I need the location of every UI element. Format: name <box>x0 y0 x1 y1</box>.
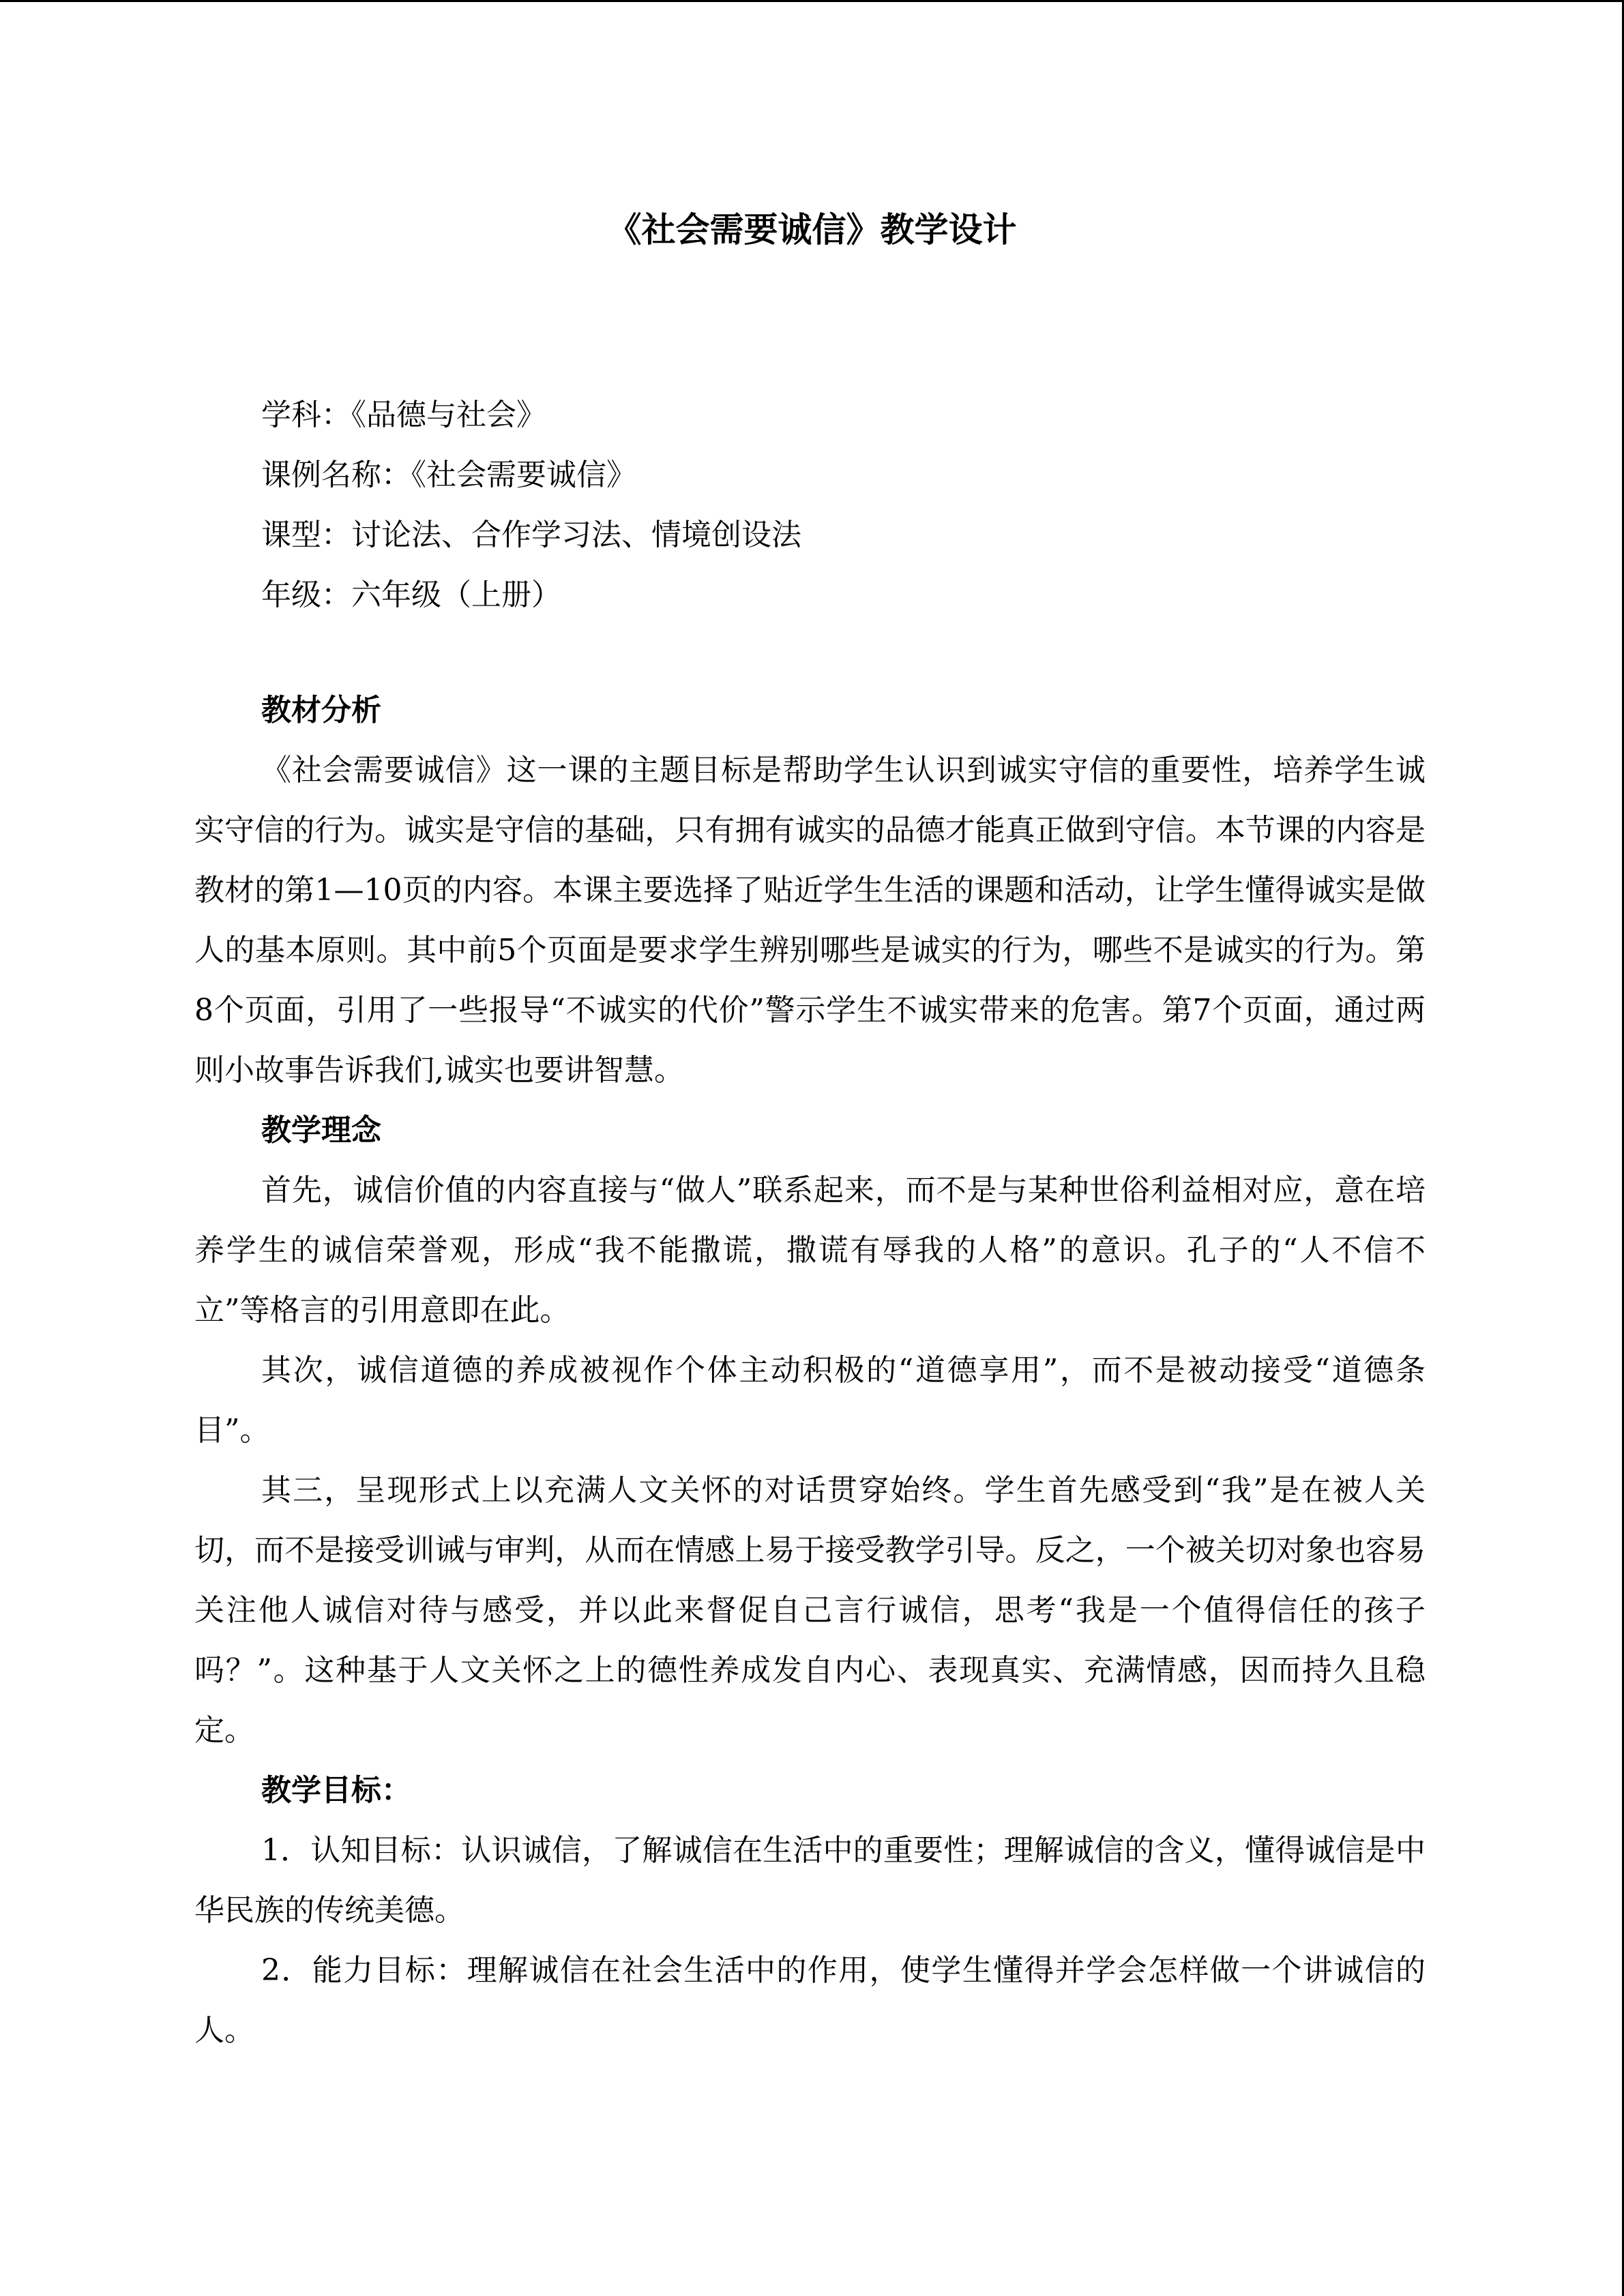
document-title: 《社会需要诚信》教学设计 <box>607 210 1017 250</box>
document-body <box>194 681 1426 2061</box>
paragraph: 首先，诚信价值的内容直接与“做人”联系起来，而不是与某种世俗利益相对应，意在培养学生的诚信荣誉观，形成“我不能撒谎，撒谎有辱我的人格”的意识。孔子的“人不信不立”等格言的引用意即在此。 <box>194 1173 1426 1328</box>
section-heading: 教材分析 <box>261 693 381 728</box>
section-teaching-objectives <box>194 1761 1426 2061</box>
paragraph: 《社会需要诚信》这一课的主题目标是帮助学生认识到诚实守信的重要性，培养学生诚实守信的行为。诚实是守信的基础，只有拥有诚实的品德才能真正做到守信。本节课的内容是教材的第1—10页的内容。本课主要选择了贴近学生生活的课题和活动，让学生懂得诚实是做人的基本原则。其中前5个页面是要求学生辨别哪些是诚实的行为，哪些不是诚实的行为。第8个页面，引用了一些报导“不诚实的代价”警示学生不诚实带来的危害。第7个页面，通过两则小故事告诉我们,诚实也要讲智慧。 <box>194 753 1426 1088</box>
section-teaching-philosophy <box>194 1101 1426 1761</box>
subject-line: 学科：《品德与社会》 <box>261 398 546 432</box>
page-top-border <box>0 0 1624 2</box>
lesson-name-line: 课例名称：《社会需要诚信》 <box>261 458 636 492</box>
paragraph: 2．能力目标：理解诚信在社会生活中的作用，使学生懂得并学会怎样做一个讲诚信的人。 <box>194 1953 1426 2048</box>
course-info <box>261 385 1421 625</box>
lesson-type-line: 课型：讨论法、合作学习法、情境创设法 <box>261 518 801 552</box>
paragraph: 其次，诚信道德的养成被视作个体主动积极的“道德享用”，而不是被动接受“道德条目”。 <box>194 1353 1426 1448</box>
section-heading: 教学理念 <box>261 1113 381 1148</box>
paragraph: 其三，呈现形式上以充满人文关怀的对话贯穿始终。学生首先感受到“我”是在被人关切，而不是接受训诫与审判，从而在情感上易于接受教学引导。反之，一个被关切对象也容易关注他人诚信对待与感受，并以此来督促自己言行诚信，思考“我是一个值得信任的孩子吗？”。这种基于人文关怀之上的德性养成发自内心、表现真实、充满情感，因而持久且稳定。 <box>194 1473 1426 1748</box>
grade-line: 年级：六年级（上册） <box>261 578 561 612</box>
section-heading: 教学目标： <box>261 1773 411 1808</box>
paragraph: 1．认知目标：认识诚信，了解诚信在生活中的重要性；理解诚信的含义，懂得诚信是中华民族的传统美德。 <box>194 1833 1426 1928</box>
section-textbook-analysis <box>194 681 1426 1101</box>
